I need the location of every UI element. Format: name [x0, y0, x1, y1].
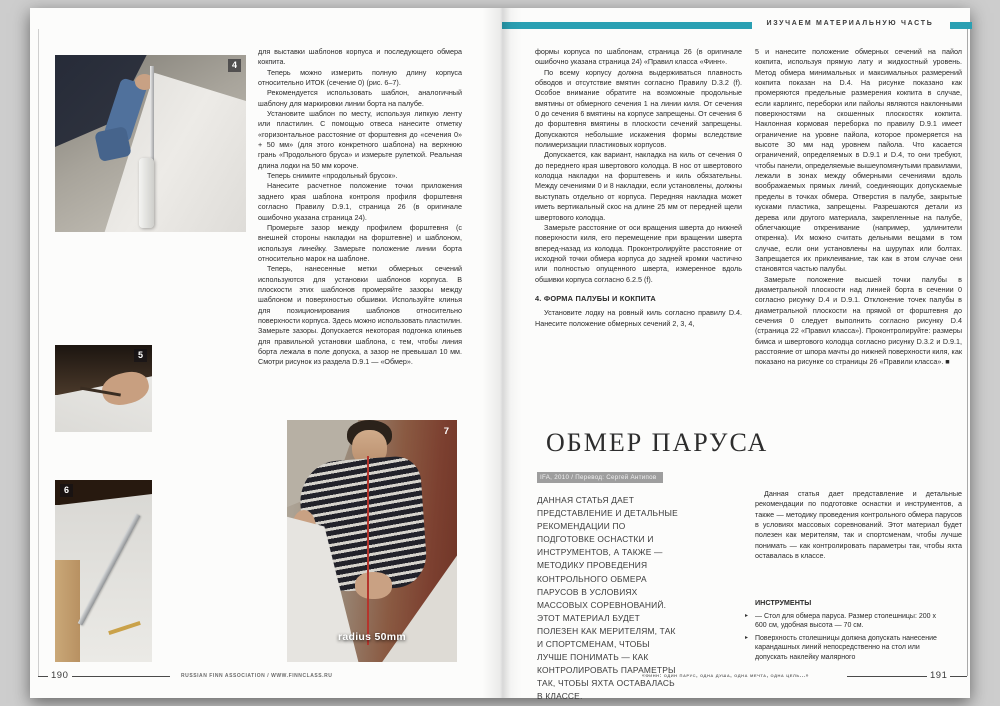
- photo-template-roll: [139, 158, 154, 229]
- paragraph: Теперь, нанесенные метки обмерных сечений используются для установки шаблонов корпуса. В плоскости этих шаблонов промеряйте зазоры между шаблоном и поверхностью обшивки. Используйте клинья для позиционирования шаблонов относительно поверхности корпуса. Здесь можно использовать пластилин. Замерьте зазоры. Допускается некоторая подгонка клиньев для правильной установки шаблона, с тем, чтобы линия борта лежала в поле допуска, а зазор не превышал 10 мм. Смотри рисунок из раздела D.9.1 — «Обмер».: [258, 264, 462, 367]
- article-lede: ДАННАЯ СТАТЬЯ ДАЕТ ПРЕДСТАВЛЕНИЕ И ДЕТАЛЬНЫЕ РЕКОМЕНДАЦИИ ПО ПОДГОТОВКЕ ОСНАСТКИ И ИНСТРУМЕНТОВ, А ТАКЖЕ — МЕТОДИКУ ПРОВЕДЕНИЯ КОНТРОЛЬНОГО ОБМЕРА ПАРУСОВ В УСЛОВИЯХ МАССОВЫХ СОРЕВНОВАНИЙ. ЭТОТ МАТЕРИАЛ БУДЕТ ПОЛЕЗЕН КАК МЕРИТЕЛЯМ, ТАК И СПОРТСМЕНАМ, ЧТОБЫ ЛУЧШЕ ПОНИМАТЬ — КАК КОНТРОЛИРОВАТЬ ПАРАМЕТРЫ ТАК, ЧТОБЫ ЯХТА ОСТАВАЛАСЬ В КЛАССЕ.: [537, 495, 678, 702]
- footer-corner-dash: [950, 676, 967, 677]
- photo-radius-label: radius 50mm: [337, 630, 407, 643]
- tools-list-item: [745, 612, 937, 631]
- tools-list-item: [745, 634, 937, 663]
- photo-measurer-radius: [287, 420, 457, 662]
- footer-motto: «финн: один парус, одна душа, одна мечта, одна цель...»: [642, 673, 809, 679]
- footer-org: RUSSIAN FINN ASSOCIATION / WWW.FINNCLASS.RU: [181, 673, 333, 679]
- paragraph: Замерьте расстояние от оси вращения шверта до нижней поверхности киля, его перемещение при вращении шверта вперед-назад из колодца. Проконтролируйте расстояние от исходной точки обмера корпуса до задней кромки частично или полностью опущенного шверта, измеренное вдоль обшивки корпуса согласно 6.2.5 (f).: [535, 222, 742, 284]
- footer-rule-left: [72, 676, 170, 677]
- tool-item-text: — Стол для обмера паруса. Размер столешницы: 200 x 600 см, удобная высота — 70 см.: [755, 612, 936, 630]
- header-accent-block: [950, 22, 972, 29]
- tools-heading: ИНСТРУМЕНТЫ: [755, 598, 812, 607]
- footer-rule-right: [847, 676, 927, 677]
- photo-plumb-line: [367, 456, 369, 645]
- left-margin-rule: [38, 29, 39, 676]
- paragraph: формы корпуса по шаблонам, страница 26 (в оригинале ошибочно указана страница 24) «Правил класса «Финн».: [535, 47, 742, 67]
- paragraph: Установите лодку на ровный киль согласно правилу D.4. Нанесите положение обмерных сечений 2, 3, 4,: [535, 308, 742, 328]
- section-title: ИЗУЧАЕМ МАТЕРИАЛЬНУЮ ЧАСТЬ: [766, 20, 934, 27]
- photo-ruler-on-deck: [55, 480, 152, 662]
- photo-pencil-marking: [55, 345, 152, 432]
- left-page-column: [258, 47, 462, 368]
- right-page-column-2: [755, 47, 962, 368]
- article-headline: ОБМЕР ПАРУСА: [546, 428, 769, 457]
- paragraph: Теперь снимите «продольный брусок».: [267, 171, 398, 181]
- page-number-left: 190: [51, 670, 69, 681]
- article-intro: [755, 489, 962, 561]
- bullet-arrow-icon: ▸: [745, 612, 749, 619]
- subheading-deck-cockpit: 4. ФОРМА ПАЛУБЫ И КОКПИТА: [535, 293, 656, 303]
- header-accent-bar: [502, 22, 752, 29]
- page-spread: [30, 8, 970, 702]
- page-number-right: 191: [930, 670, 948, 681]
- photo-number-badge: 6: [60, 484, 73, 497]
- paragraph: Установите шаблон по месту, используя липкую ленту или пластилин. С помощью отвеса нанесите отметку «горизонтальное расстояние от форштевня до «сечения 0» + 50 мм» (для этого конкретного шаблона) на верхнюю грань «Продольного бруса» и измерьте рулеткой. Реальная длина лодки на 50 мм короче.: [258, 109, 462, 170]
- paragraph: Рекомендуется использовать шаблон, аналогичный шаблону для маркировки линии борта на палубе.: [258, 88, 462, 108]
- photo-number-badge: 5: [134, 349, 147, 362]
- paragraph: Допускается, как вариант, накладка на киль от сечения 0 до переднего края швертового колодца. В нос от швертового колодца накладки на форштевень и киль обязательны. Между сечениями 0 и 8 накладки, если установлены, должны выступать отдельно от корпуса. Передняя накладка может иметь вертикальный скос на длине 25 мм от передней щели швертового колодца.: [535, 150, 742, 222]
- paragraph: Теперь можно измерить полную длину корпуса относительно ИТОК (сечение 0) (рис. 6–7).: [258, 67, 462, 88]
- photo-hand: [355, 572, 392, 599]
- bullet-arrow-icon: ▸: [745, 634, 749, 641]
- paragraph: По всему корпусу должна выдерживаться плавность обводов и отсутствие вмятин согласно Правилу D.3.2 (f). Особое внимание обратите на возможные продольные вмятины от обмерного сечения 1 на линии киля. От сечения 0 до сечения 6 вмятины на корпусе запрещены. От сечения 6 до форштевня вмятины в плоскости сечений запрещены. Допускаются небольшие искажения формы вследствие полимеризации пластиковых корпусов.: [535, 67, 742, 150]
- page-gutter-shadow: [482, 8, 522, 698]
- paragraph: Замерьте положение высшей точки палубы в диаметральной плоскости над линией борта в сечении 0 согласно рисунку D.4 и D.9.1. Отклонение точек палубы в диаметральной плоскости на прямой от форштевня до сечения 0 следует выполнить согласно рисунку D.4 (страница 22 «Правил класса»). Проконтролируйте: размеры бимса и швертового колодца согласно рисунку D.3.2 и D.9.1, расстояние от шпора мачты до нижней поверхности киля, как показано на рисунке со страницы 26 «Правили класса». ■: [755, 274, 962, 367]
- photo-number-badge: 4: [228, 59, 241, 72]
- photo-hull-template-plumb: [55, 55, 246, 232]
- paragraph: Промерьте зазор между профилем форштевня (с внешней стороны накладки на форштевне) и шаблоном, используя линейку. Замерьте положение линии борта относительно марок на шаблоне.: [258, 222, 462, 263]
- right-page-column-1: [535, 47, 742, 329]
- photo-number-badge: 7: [443, 426, 449, 437]
- tools-section: [745, 598, 937, 666]
- paragraph: Данная статья дает представление и детальные рекомендации по подготовке оснастки и инструментов, а также — методику проведения контрольного обмера парусов в условиях массовых соревнований. Этот материал будет полезен как мерителям, так и спортсменам, чтобы лучше понимать — как контролировать параметры так, чтобы яхта оставалась в классе.: [755, 489, 962, 561]
- paragraph: 5 и нанесите положение обмерных сечений на пайол кокпита, используя прямую лату и жидкостный уровень. Метод обмера минимальных и максимальных размерений кокпита показан на D.4. На рисунке показано как промеряются предельные размерения кокпита в случае, если карлингс, переборки или пайолы являются наклонными поверхностями на скошенных плоскостях кокпита. Наклонная кормовая переборка по правилу D.9.1 имеет ограничение на уровне пайола, которое промеряется на высоте 30 мм над уровнем пайола. Что касается ограничений, определяемых в D.9.1 и D.4, то они требуют, чтобы панели, определяемые вышеупомянутыми правилами, лежали в зонах между обмерными сечениями вдоль воображаемых прямых линий, соединяющих допускаемые пределы в точках обмера. Отверстия в палубе, закрытые кусками пластика, запрещены. Разрешаются детали из дерева или другого материала, закрепленные на палубе, облегчающие откренивание (например, удлинители откренка). Их можно считать дельными вещами в том случае, если они установлены на шурупах или болтах. Запрещается их приклеивание, так как в этом случае они становятся частью палубы.: [755, 47, 962, 274]
- paragraph: Нанесите расчетное положение точки приложения заднего края шаблона контроля профиля форштевня согласно Правилу D.9.1, страница 26 (в оригинале ошибочно указана страница 24).: [258, 181, 462, 222]
- paragraph: для выставки шаблонов корпуса и последующего обмера кокпита.: [258, 47, 462, 67]
- right-margin-rule: [967, 29, 968, 676]
- photo-wood-strip: [55, 560, 80, 662]
- article-byline: IFA, 2010 / Перевод: Сергей Антипов: [537, 472, 663, 483]
- footer-corner-dash: [38, 676, 48, 677]
- tool-item-text: Поверхность столешницы должна допускать нанесение карандашных линий непосредственно на стол или допускать наклейку малярного: [755, 634, 937, 661]
